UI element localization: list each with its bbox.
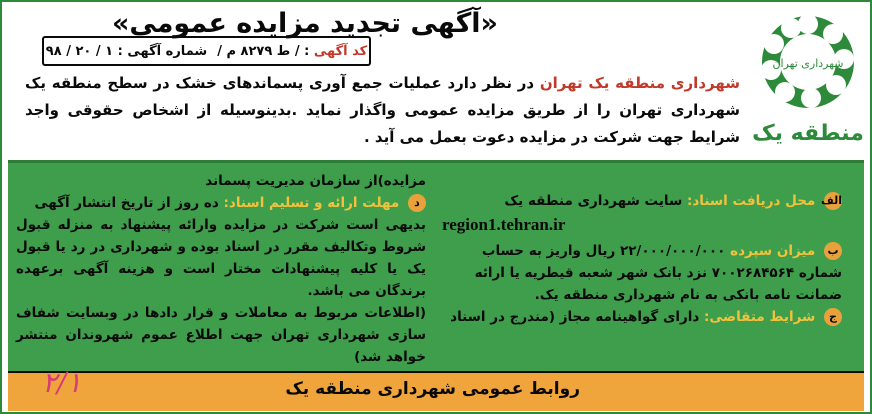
ad-title: «آگهی تجدید مزایده عمومی» (111, 8, 498, 39)
intro-highlight: شهرداری منطقه یک تهران (539, 74, 741, 92)
logo-seal-text: شهرداری تهران (772, 57, 844, 70)
item-a-text: سایت شهرداری منطقه یک (504, 193, 683, 209)
item-c-label: شرایط متقاضی: (704, 309, 816, 325)
item-a (442, 190, 842, 236)
item-d-rest: بدیهی است شرکت در مزایده وارائه پیشنهاد به منزله قبول شروط وتکالیف مقرر در اسناد بوده و شهرداری در رد یا قبول یک یا کلیه پیشنهادات مختار است و هزینه آگهی برعهده برندگان می باشد. (16, 217, 426, 299)
code-label: کد آگهی (313, 43, 368, 59)
number-label: شماره آگهی (127, 43, 208, 59)
items-left-column (16, 170, 426, 368)
badge-d: د (408, 194, 426, 212)
handwritten-note: ۲/۱ (42, 366, 82, 399)
municipality-logo (752, 12, 864, 162)
intro-text: در نظر دارد عملیات جمع آوری پسماندهای خشک در سطح منطقه یک شهرداری تهران را از طریق مزایده عمومی واگذار نماید .بدینوسیله از اشخاص حقوقی واجد شرایط جهت شرکت در مزایده دعوت بعمل می آید . (25, 74, 740, 146)
intro-paragraph (25, 70, 740, 151)
badge-c: ج (824, 308, 842, 326)
ad-code-box (42, 36, 371, 66)
item-b-text: ۲۲/۰۰۰/۰۰۰/۰۰۰ ریال واریز به حساب شماره ۷۰۰۲۶۸۴۵۶۴ نزد بانک شهر شعبه قیطریه یا ارائه ضمانت نامه بانکی به نام شهرداری منطقه یک. (474, 243, 842, 303)
item-d-label: مهلت ارائه و تسلیم اسناد: (223, 195, 400, 211)
footer-text: روابط عمومی شهرداری منطقه یک (285, 379, 580, 399)
item-d-text: ده روز از تاریخ انتشار آگهی (34, 195, 219, 211)
code-value: : / ط ۸۲۷۹ م / (217, 43, 310, 59)
transparency-note: (اطلاعات مربوط به معاملات و قرار دادها در وبسایت شفاف سازی شهرداری تهران جهت اطلاع عموم شهروندان منتشر خواهد شد) (16, 305, 426, 365)
item-c-continued: مزایده)از سازمان مدیریت پسماند (205, 173, 426, 189)
item-c-text: دارای گواهینامه مجاز (مندرج در اسناد (450, 309, 700, 325)
item-d (16, 192, 426, 214)
item-b-label: میزان سپرده (730, 243, 816, 259)
region-url: region1.tehran.ir (442, 215, 566, 234)
number-value: : ۱ / ۲۰ / ۹۸ (45, 43, 123, 59)
item-c (442, 306, 842, 328)
logo-caption: منطقه یک (752, 121, 864, 146)
badge-a: الف (824, 192, 842, 210)
item-a-label: محل دریافت اسناد: (686, 193, 816, 209)
item-b (442, 240, 842, 306)
items-right-column (442, 190, 842, 328)
badge-b: ب (824, 242, 842, 260)
